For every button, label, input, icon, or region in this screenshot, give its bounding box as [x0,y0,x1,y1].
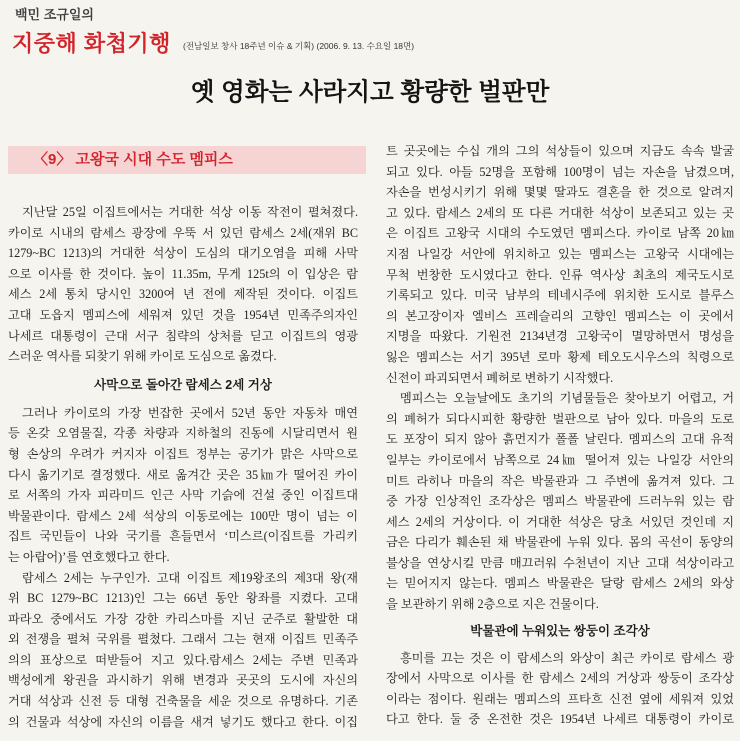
text-line: 지명을 따왔다. 기원전 2134년경 고왕국이 멸망하면서 명성을 [386,329,734,344]
paragraph [8,568,358,733]
left-column [8,202,358,732]
byline: 백민 조규일의 [15,7,94,22]
text-line: 는 믿어지지 않는다. 멤피스 박물관은 달랑 람세스 2세의 와상 [386,576,734,591]
text-line: 중 가장 인상적인 조각상은 멤피스 박물관에 드러누워 있는 람 [386,494,734,509]
text-line: 신전이 파괴되면서 폐허로 변하기 시작했다. [386,370,614,385]
text-line: 은 이집트 고왕국 시대의 수도였던 멤피스다. 카이로 남쪽 20㎞ [386,226,734,241]
text-line: 이라는 점이다. 원래는 멤피스의 프타흐 신전 옆에 세워져 있었 [386,691,734,706]
text-line: 박물관이다. 람세스 2세 석상의 이동로에는 100만 명이 넘는 이 [8,508,358,523]
headline: 옛 영화는 사라지고 황량한 벌판만 [190,79,550,106]
text-line: 되고 있다. 아들 52명을 포함해 100명이 넘는 자손을 남겼으며, [386,164,734,179]
text-line: 을 보관하기 위해 2층으로 지은 건물이다. [386,597,599,612]
text-line: 의의 표상으로 떠받들어 지고 있다.람세스 2세는 주변 민족과 [8,652,358,667]
section-band [8,146,366,174]
text-line: 기록되고 있다. 미국 남부의 테네시주에 위치한 도시로 블루스 [386,288,734,303]
text-line: 흥미를 끄는 것은 이 람세스의 와상이 최근 카이로 람세스 광 [400,650,734,665]
text-line: 일부는 카이로에서 남쪽으로 24㎞ 떨어져 있는 나일강 서안의 [386,452,734,467]
text-line: 의 건물과 석상에 자신의 이름을 새겨 넣기도 했다고 한다. 이집 [8,714,358,729]
text-line: 멤피스는 오늘날에도 초기의 기념물들은 찾아보기 어렵고, 거 [400,391,734,406]
text-line: 위 BC 1279~BC 1213)인 그는 66년 동안 왕좌를 지켰다. 고대 [8,591,358,606]
text-line: 등 온갖 오염물질, 각종 차량과 지하철의 진동에 시달리면서 원 [8,426,358,441]
text-line: 다고 한다. 둘 중 온전한 것은 1954년 나세르 대통령이 카이로 [386,712,734,727]
text-line: 외 전쟁을 펼쳐 국위를 펼쳤다. 그래서 그는 현재 이집트 민족주 [8,632,358,647]
right-column [386,141,734,730]
section-title: 〈9〉 고왕국 시대 수도 멤피스 [33,151,233,168]
text-line: 파라오 중에서도 가장 강한 카리스마를 지닌 군주로 활발한 대 [8,611,358,626]
paragraph [386,141,734,388]
text-line: 카이로 시내의 람세스 광장에 우뚝 서 있던 람세스 2세(재위 BC [8,225,358,240]
text-line: 거대 석상과 신전 등 대형 건축물을 세운 것으로 유명하다. 기존 [8,694,358,709]
text-line: 의 본고장이자 엘비스 프레슬리의 고향인 멤피스는 이 곳에서 [386,308,734,323]
text-line: 의 폐허가 되다시피한 황량한 벌판으로 남아 있다. 마을의 도로 [386,411,734,426]
text-line: 그러나 카이로의 가장 번잡한 곳에서 52년 동안 자동차 매연 [22,405,358,420]
text-line: 스러운 역사를 되찾기 위해 카이로 도심으로 옮겼다. [8,349,277,364]
text-line: 자손을 번성시키기 위해 몇몇 딸과도 결혼을 한 것으로 알려지 [386,185,734,200]
text-line: 람세스 2세는 누구인가. 고대 이집트 제19왕조의 제3대 왕(재 [22,570,358,585]
text-line: 나세르 대통령이 근대 서구 침략의 상처를 딛고 이집트의 영광 [8,328,358,343]
text-line: 으로 이사를 한 것이다. 높이 11.35m, 무게 125t의 이 입상은 람 [8,266,358,281]
text-line: 는 아랍어)’를 연호했다고 한다. [8,549,170,564]
paragraph [8,403,358,568]
text-line: 불상을 연상시킬 만큼 매끄러워 수천년이 지난 고대 석상이라고 [386,555,734,570]
text-line: 도 포장이 되지 않아 흙먼지가 폴폴 날린다. 멤피스의 고대 유적 [386,432,734,447]
text-line: 고대 도읍지 멤피스에 세워져 있던 것을 1954년 민족주의자인 [8,307,358,322]
subheading: 사막으로 돌아간 람세스 2세 거상 [94,377,272,392]
paragraph [386,648,734,730]
subheading: 박물관에 누워있는 쌍둥이 조각상 [470,623,650,638]
text-line: 고 있다. 람세스 2세의 또 다른 거대한 석상이 보존되고 있는 곳 [386,205,734,220]
text-line: 다시 옮기기로 결정했다. 새로 옮겨간 곳은 35㎞가 떨어진 카이 [8,467,358,482]
text-line: 형 손상의 우려가 커지자 이집트 정부는 공기가 맑은 사막으로 [8,446,358,461]
text-line: 로 서쪽의 가자 피라미드 인근 사막 기슭에 건설 중인 이집트대 [8,488,358,503]
text-line: 백성에게 왕권을 과시하기 위해 변경과 곳곳의 도시에 자신의 [8,673,358,688]
paragraph [386,388,734,615]
text-line: 장에서 사막으로 이사를 한 람세스 2세의 거상과 쌍둥이 조각상 [386,671,734,686]
text-line: 지점 나일강 서안에 위치하고 있는 멤피스는 고왕국 시대에는 [386,246,734,261]
text-line: 금은 다리가 훼손된 채 박물관에 누워 있다. 몸의 곡선이 동양의 [386,535,734,550]
series-title: 지중해 화첩기행 [12,31,171,56]
source-note: (전남일보 창사 18주년 이슈 & 기획) (2006. 9. 13. 수요일 18면) [183,41,415,51]
text-line: 무척 번창한 도시였다고 한다. 인류 역사상 최초의 제국도시로 [386,267,734,282]
text-line: 지난달 25일 이집트에서는 거대한 석상 이동 작전이 펼쳐졌다. [22,205,358,219]
text-line: 잃은 멤피스는 서기 395년 로마 황제 테오도시우스의 칙령으로 [386,349,734,364]
text-line: 미트 라히나 마을의 작은 박물관과 그 주변에 옮겨져 있다. 그 [386,473,734,488]
text-line: 세스 2세 통치 당시인 3200여 년 전에 제작된 것이다. 이집트 [8,287,358,302]
text-line: 트 곳곳에는 수십 개의 그의 석상들이 있으며 지금도 속속 발굴 [386,144,734,158]
text-line: 세스 2세의 거상이다. 이 거대한 석상은 당초 서있던 것인데 지 [386,514,734,529]
text-line: 집트 국민들이 나와 국기를 흔들면서 ‘미스르(이집트를 가리키 [8,529,358,544]
text-line: 1279~BC 1213)의 거대한 석상이 도심의 대기오염을 피해 사막 [8,246,358,261]
paragraph [8,202,358,367]
